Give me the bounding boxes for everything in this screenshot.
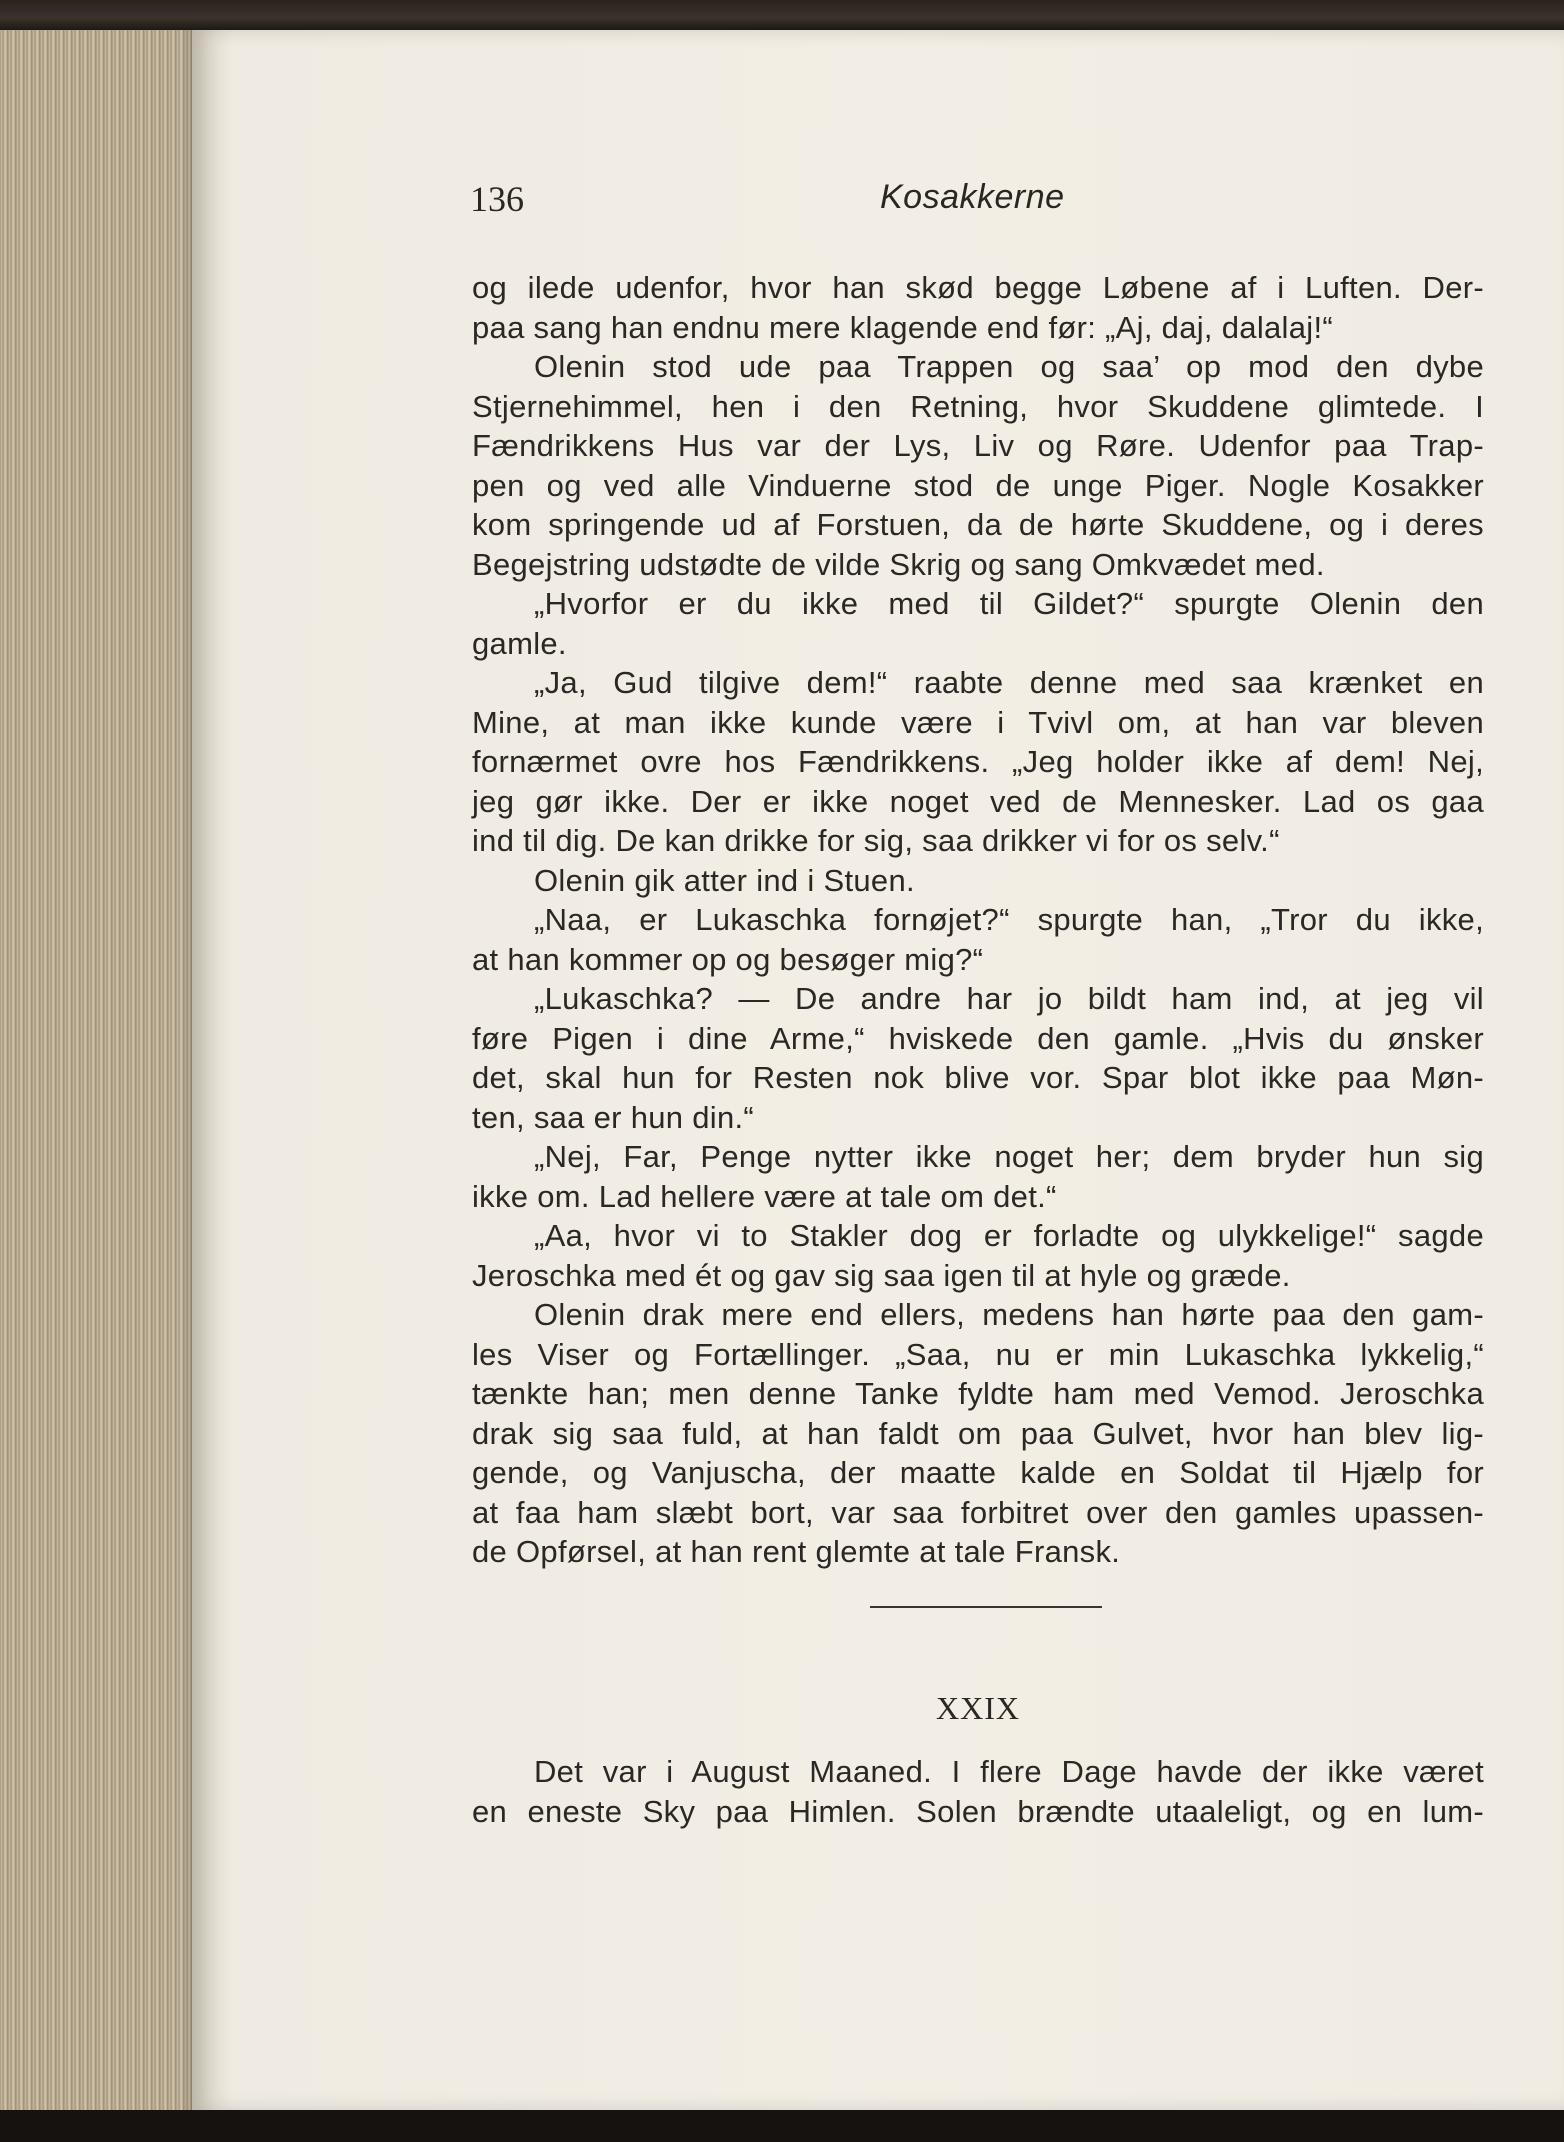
text-line: fornærmet ovre hos Fændrikkens. „Jeg holder ikke af dem! Nej, (472, 744, 1484, 779)
text-line: og ilede udenfor, hvor han skød begge Løbene af i Luften. Der- (472, 270, 1484, 305)
section-divider (870, 1606, 1102, 1608)
text-line: Olenin gik atter ind i Stuen. (534, 862, 915, 898)
text-line: „Naa, er Lukaschka fornøjet?“ spurgte han, „Tror du ikke, (534, 902, 1484, 937)
text-line: en eneste Sky paa Himlen. Solen brændte utaaleligt, og en lum- (472, 1793, 1484, 1829)
text-line: pen og ved alle Vinduerne stod de unge Piger. Nogle Kosakker (472, 467, 1484, 503)
book-title: Kosakkerne (880, 178, 1065, 216)
bottom-edge (0, 2110, 1564, 2142)
text-line: føre Pigen i dine Arme,“ hviskede den gamle. „Hvis du ønsker (472, 1020, 1484, 1056)
text-line: jeg gør ikke. Der er ikke noget ved de Mennesker. Lad os gaa (472, 783, 1484, 819)
running-head (470, 178, 1486, 228)
text-line: Mine, at man ikke kunde være i Tvivl om, at han var bleven (472, 704, 1484, 740)
chapter-text (472, 1752, 1484, 1831)
text-line: „Ja, Gud tilgive dem!“ raabte denne med saa krænket en (534, 665, 1484, 700)
text-line: tænkte han; men denne Tanke fyldte ham med Vemod. Jeroschka (472, 1376, 1484, 1411)
text-line: „Aa, hvor vi to Stakler dog er forladte og ulykkelige!“ sagde (534, 1218, 1484, 1253)
text-line: „Lukaschka? — De andre har jo bildt ham ind, at jeg vil (534, 981, 1484, 1016)
text-line: kom springende ud af Forstuen, da de hørte Skuddene, og i deres (472, 507, 1484, 542)
text-line: paa sang han endnu mere klagende end før: „Aj, daj, dalalaj!“ (472, 309, 1334, 345)
text-line: Olenin stod ude paa Trappen og saa’ op mod den dybe (534, 349, 1484, 384)
text-line: at han kommer op og besøger mig?“ (472, 941, 984, 977)
text-line: les Viser og Fortællinger. „Saa, nu er min Lukaschka lykkelig,“ (472, 1336, 1484, 1372)
text-line: drak sig saa fuld, at han faldt om paa Gulvet, hvor han blev lig- (472, 1415, 1484, 1451)
text-line: det, skal hun for Resten nok blive vor. Spar blot ikke paa Møn- (472, 1060, 1484, 1095)
text-line: gende, og Vanjuscha, der maatte kalde en Soldat til Hjælp for (472, 1455, 1484, 1490)
text-line: Olenin drak mere end ellers, medens han hørte paa den gam- (534, 1297, 1484, 1332)
text-line: „Hvorfor er du ikke med til Gildet?“ spurgte Olenin den (534, 586, 1484, 621)
text-line: ten, saa er hun din.“ (472, 1099, 755, 1135)
text-line: ikke om. Lad hellere være at tale om det.“ (472, 1178, 1057, 1214)
text-line: gamle. (472, 625, 567, 661)
chapter-heading: XXIX (936, 1690, 1020, 1726)
text-line: ind til dig. De kan drikke for sig, saa drikker vi for os selv.“ (472, 823, 1280, 858)
page-number: 136 (470, 179, 524, 219)
text-line: Fændrikkens Hus var der Lys, Liv og Røre. Udenfor paa Trap- (472, 428, 1484, 463)
top-book-edge (0, 0, 1564, 30)
text-line: Det var i August Maaned. I flere Dage havde der ikke været (534, 1754, 1484, 1789)
text-line: Jeroschka med ét og gav sig saa igen til at hyle og græde. (472, 1257, 1291, 1293)
body-text (472, 268, 1484, 1572)
text-line: Stjernehimmel, hen i den Retning, hvor Skuddene glimtede. I (472, 388, 1484, 424)
text-line: de Opførsel, at han rent glemte at tale Fransk. (472, 1534, 1121, 1569)
text-line: „Nej, Far, Penge nytter ikke noget her; dem bryder hun sig (534, 1139, 1484, 1174)
text-line: Begejstring udstødte de vilde Skrig og sang Omkvædet med. (472, 546, 1325, 582)
text-line: at faa ham slæbt bort, var saa forbitret over den gamles upassen- (472, 1494, 1484, 1530)
page-stack-edge (0, 30, 200, 2110)
